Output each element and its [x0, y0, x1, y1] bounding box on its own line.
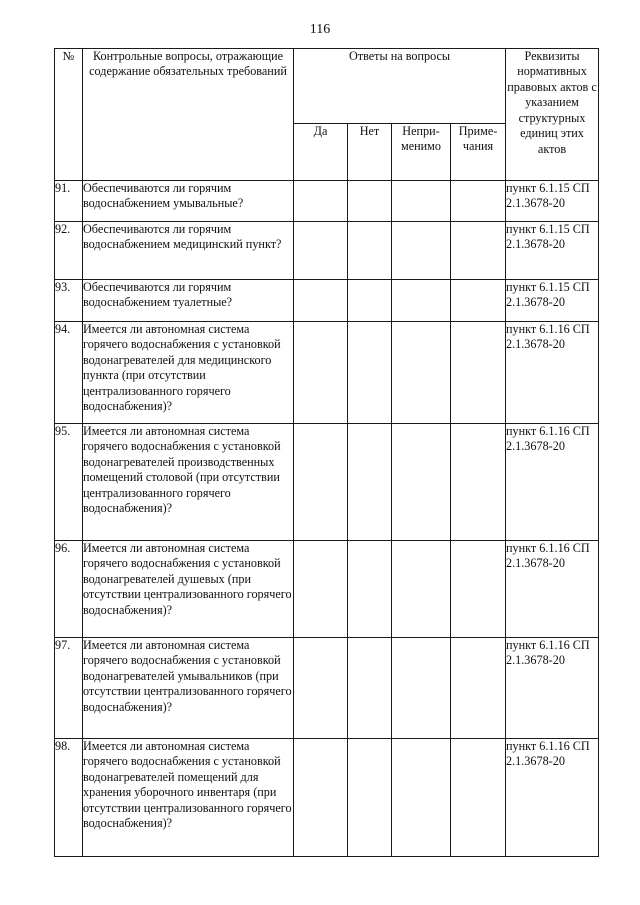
header-answers: Ответы на вопросы	[294, 49, 506, 124]
answer-yes-cell[interactable]	[294, 541, 348, 638]
row-question: Обеспечиваются ли горячим водоснабжением умывальные?	[83, 181, 294, 222]
table-row	[55, 322, 599, 424]
table-row	[55, 739, 599, 857]
row-requisite: пункт 6.1.16 СП 2.1.3678-20	[506, 424, 599, 541]
row-requisite: пункт 6.1.16 СП 2.1.3678-20	[506, 322, 599, 424]
answer-no-cell[interactable]	[348, 322, 392, 424]
table-row	[55, 638, 599, 739]
table-row	[55, 181, 599, 222]
row-number: 91.	[55, 181, 83, 222]
row-number: 95.	[55, 424, 83, 541]
answer-no-cell[interactable]	[348, 424, 392, 541]
answer-notes-cell[interactable]	[451, 541, 506, 638]
header-question: Контрольные вопросы, отражающие содержание обязательных требований	[83, 49, 294, 181]
answer-no-cell[interactable]	[348, 280, 392, 322]
row-requisite: пункт 6.1.15 СП 2.1.3678-20	[506, 280, 599, 322]
header-not-applicable: Непри- менимо	[392, 124, 451, 181]
checklist-table	[54, 48, 599, 857]
answer-notes-cell[interactable]	[451, 739, 506, 857]
answer-notes-cell[interactable]	[451, 280, 506, 322]
answer-yes-cell[interactable]	[294, 424, 348, 541]
table-row	[55, 222, 599, 280]
row-number: 96.	[55, 541, 83, 638]
answer-notes-cell[interactable]	[451, 181, 506, 222]
answer-not-applicable-cell[interactable]	[392, 322, 451, 424]
table-header	[55, 49, 599, 181]
page-number: 116	[309, 22, 331, 37]
answer-no-cell[interactable]	[348, 638, 392, 739]
answer-notes-cell[interactable]	[451, 638, 506, 739]
row-number: 93.	[55, 280, 83, 322]
row-question: Имеется ли автономная система горячего водоснабжения с установкой водонагревателей душевых (при отсутствии централизованного горячего водоснабжения)?	[83, 541, 294, 638]
answer-no-cell[interactable]	[348, 541, 392, 638]
answer-yes-cell[interactable]	[294, 222, 348, 280]
row-number: 98.	[55, 739, 83, 857]
answer-notes-cell[interactable]	[451, 322, 506, 424]
row-requisite: пункт 6.1.16 СП 2.1.3678-20	[506, 739, 599, 857]
answer-not-applicable-cell[interactable]	[392, 181, 451, 222]
row-requisite: пункт 6.1.16 СП 2.1.3678-20	[506, 638, 599, 739]
header-number: №	[55, 49, 83, 181]
answer-no-cell[interactable]	[348, 222, 392, 280]
answer-not-applicable-cell[interactable]	[392, 222, 451, 280]
row-number: 94.	[55, 322, 83, 424]
header-no: Нет	[348, 124, 392, 181]
row-requisite: пункт 6.1.16 СП 2.1.3678-20	[506, 541, 599, 638]
row-question: Обеспечиваются ли горячим водоснабжением туалетные?	[83, 280, 294, 322]
row-number: 92.	[55, 222, 83, 280]
answer-not-applicable-cell[interactable]	[392, 739, 451, 857]
answer-yes-cell[interactable]	[294, 280, 348, 322]
row-requisite: пункт 6.1.15 СП 2.1.3678-20	[506, 222, 599, 280]
row-number: 97.	[55, 638, 83, 739]
row-question: Имеется ли автономная система горячего водоснабжения с установкой водонагревателей помещений для хранения уборочного инвентаря (при отсутствии централизованного горячего водоснабжения)?	[83, 739, 294, 857]
table-row	[55, 424, 599, 541]
header-requisites: Реквизиты нормативных правовых актов с указанием структурных единиц этих актов	[506, 49, 599, 181]
table-row	[55, 541, 599, 638]
row-question: Обеспечиваются ли горячим водоснабжением медицинский пункт?	[83, 222, 294, 280]
answer-notes-cell[interactable]	[451, 222, 506, 280]
row-question: Имеется ли автономная система горячего водоснабжения с установкой водонагревателей для медицинского пункта (при отсутствии централизованного горячего водоснабжения)?	[83, 322, 294, 424]
answer-notes-cell[interactable]	[451, 424, 506, 541]
answer-yes-cell[interactable]	[294, 739, 348, 857]
answer-not-applicable-cell[interactable]	[392, 280, 451, 322]
answer-yes-cell[interactable]	[294, 638, 348, 739]
table-row	[55, 280, 599, 322]
answer-yes-cell[interactable]	[294, 181, 348, 222]
row-question: Имеется ли автономная система горячего водоснабжения с установкой водонагревателей умывальников (при отсутствии централизованного горячего водоснабжения)?	[83, 638, 294, 739]
answer-not-applicable-cell[interactable]	[392, 424, 451, 541]
answer-not-applicable-cell[interactable]	[392, 541, 451, 638]
answer-no-cell[interactable]	[348, 181, 392, 222]
header-notes: Приме- чания	[451, 124, 506, 181]
row-question: Имеется ли автономная система горячего водоснабжения с установкой водонагревателей производственных помещений столовой (при отсутствии централизованного горячего водоснабжения)?	[83, 424, 294, 541]
answer-not-applicable-cell[interactable]	[392, 638, 451, 739]
header-yes: Да	[294, 124, 348, 181]
answer-yes-cell[interactable]	[294, 322, 348, 424]
row-requisite: пункт 6.1.15 СП 2.1.3678-20	[506, 181, 599, 222]
answer-no-cell[interactable]	[348, 739, 392, 857]
